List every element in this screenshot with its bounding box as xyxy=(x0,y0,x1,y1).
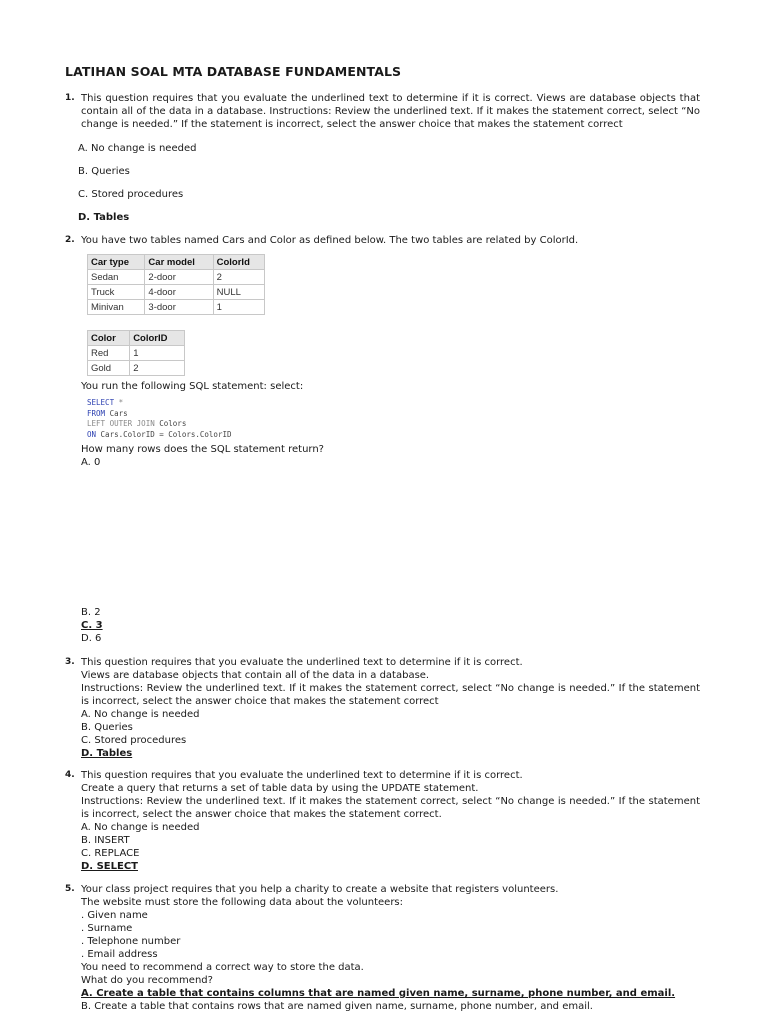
question-number: 5. xyxy=(65,884,75,894)
list-item: . Surname xyxy=(81,923,133,934)
list-item: . Email address xyxy=(81,949,158,960)
question-1 xyxy=(65,92,700,131)
question-text-line: This question requires that you evaluate the underlined text to determine if it is correct. xyxy=(81,657,523,668)
sql-keyword: FROM xyxy=(87,408,106,418)
q2-option-a: A. 0 xyxy=(81,457,101,468)
table-cell: Minivan xyxy=(88,300,145,315)
question-body xyxy=(81,769,700,873)
q1-option-c: C. Stored procedures xyxy=(78,189,184,200)
q4-option-b: B. INSERT xyxy=(81,835,130,846)
table-row xyxy=(88,346,185,361)
table-cell: 3-door xyxy=(145,300,213,315)
q3-option-d: D. Tables xyxy=(81,748,133,759)
table-cell: 2 xyxy=(213,270,264,285)
q2-run-text: You run the following SQL statement: select: xyxy=(81,381,304,392)
question-number: 3. xyxy=(65,657,75,667)
question-text-line: The website must store the following data about the volunteers: xyxy=(81,897,404,908)
q3-option-c: C. Stored procedures xyxy=(81,735,187,746)
cars-table xyxy=(87,254,265,315)
q1-option-a: A. No change is needed xyxy=(78,143,197,154)
table-header: ColorId xyxy=(213,255,264,270)
question-5 xyxy=(65,883,700,1013)
table-header: Car model xyxy=(145,255,213,270)
q2-option-b: B. 2 xyxy=(81,607,101,618)
sql-text: Cars xyxy=(105,408,128,418)
table-cell: 4-door xyxy=(145,285,213,300)
question-text-line: This question requires that you evaluate the underlined text to determine if it is correct. xyxy=(81,770,523,781)
q2-option-c: C. 3 xyxy=(81,620,103,631)
table-header-row xyxy=(88,331,185,346)
sql-line xyxy=(87,409,232,420)
table-header: Car type xyxy=(88,255,145,270)
question-text-line: Your class project requires that you help a charity to create a website that registers volunteers. xyxy=(81,884,559,895)
table-cell: Sedan xyxy=(88,270,145,285)
table-cell: 1 xyxy=(130,346,185,361)
sql-keyword: SELECT xyxy=(87,398,115,407)
question-4 xyxy=(65,769,700,873)
question-number: 2. xyxy=(65,235,75,245)
question-instructions: Instructions: Review the underlined text. If it makes the statement correct, select “No change is needed.” If the statement is incorrect, select the answer choice that makes the statement correct. xyxy=(81,796,700,820)
question-text-line: Views are database objects that contain all of the data in a database. xyxy=(81,670,430,681)
sql-line xyxy=(87,430,232,441)
table-header-row xyxy=(88,255,265,270)
q1-option-d: D. Tables xyxy=(78,212,130,223)
sql-text: * xyxy=(114,398,124,407)
q5-option-a: A. Create a table that contains columns that are named given name, surname, phone number, and email. xyxy=(81,988,676,999)
question-number: 4. xyxy=(65,770,75,780)
list-item: . Given name xyxy=(81,910,148,921)
table-row xyxy=(88,361,185,376)
question-body xyxy=(81,656,700,760)
table-cell: Truck xyxy=(88,285,145,300)
table-cell: 2-door xyxy=(145,270,213,285)
question-text-line: What do you recommend? xyxy=(81,975,213,986)
sql-code-block xyxy=(87,398,232,440)
question-text-line: Create a query that returns a set of table data by using the UPDATE statement. xyxy=(81,783,479,794)
sql-text: Colors xyxy=(154,419,187,428)
table-row xyxy=(88,300,265,315)
sql-keyword: LEFT OUTER JOIN xyxy=(87,419,155,428)
question-3 xyxy=(65,656,700,760)
question-text-line: You need to recommend a correct way to store the data. xyxy=(81,962,364,973)
question-body xyxy=(81,883,700,1013)
q3-option-b: B. Queries xyxy=(81,722,133,733)
question-text: This question requires that you evaluate the underlined text to determine if it is correct. Views are database objects that contain all of the data in a database. Instructions: Review the underlined text. If it makes the statement correct, select “No change is needed.” If the statement is incorrect, select the answer choice that makes the statement correct xyxy=(81,93,700,130)
color-table xyxy=(87,330,185,376)
table-row xyxy=(88,270,265,285)
q1-option-b: B. Queries xyxy=(78,166,130,177)
table-cell: 2 xyxy=(130,361,185,376)
sql-keyword: ON xyxy=(87,429,97,439)
table-row xyxy=(88,285,265,300)
q4-option-d: D. SELECT xyxy=(81,861,138,872)
question-instructions: Instructions: Review the underlined text. If it makes the statement correct, select “No change is needed.” If the statement is incorrect, select the answer choice that makes the statement correct xyxy=(81,683,700,707)
q2-option-d: D. 6 xyxy=(81,633,102,644)
q2-question: How many rows does the SQL statement return? xyxy=(81,444,324,455)
question-2 xyxy=(65,234,700,247)
table-cell: Gold xyxy=(88,361,130,376)
table-header: Color xyxy=(88,331,130,346)
list-item: . Telephone number xyxy=(81,936,181,947)
sql-text: Cars.ColorID = Colors.ColorID xyxy=(96,429,232,439)
table-cell: Red xyxy=(88,346,130,361)
sql-line xyxy=(87,419,232,430)
question-number: 1. xyxy=(65,93,75,103)
document-title: LATIHAN SOAL MTA DATABASE FUNDAMENTALS xyxy=(65,64,402,79)
q5-option-b: B. Create a table that contains rows that are named given name, surname, phone number, and email. xyxy=(81,1001,593,1012)
q3-option-a: A. No change is needed xyxy=(81,709,200,720)
q4-option-c: C. REPLACE xyxy=(81,848,140,859)
table-cell: NULL xyxy=(213,285,264,300)
q4-option-a: A. No change is needed xyxy=(81,822,200,833)
table-header: ColorID xyxy=(130,331,185,346)
table-cell: 1 xyxy=(213,300,264,315)
sql-line xyxy=(87,398,232,409)
question-text: You have two tables named Cars and Color as defined below. The two tables are related by ColorId. xyxy=(81,235,579,246)
